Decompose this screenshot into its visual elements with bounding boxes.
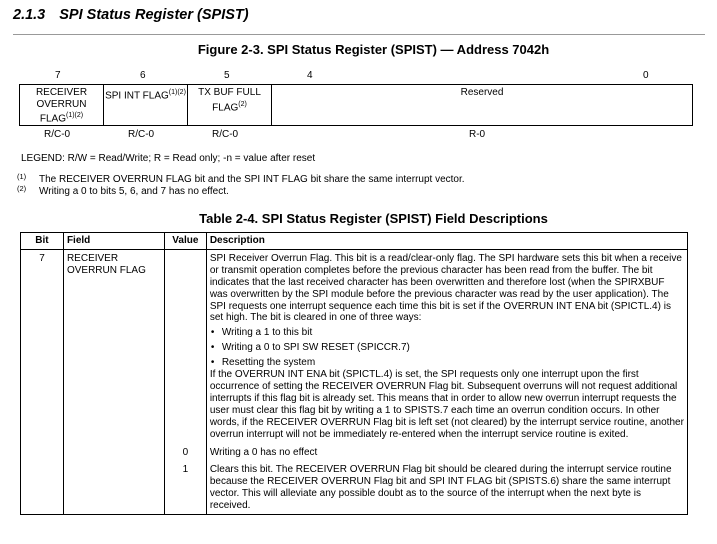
cell-empty: [63, 446, 164, 460]
access-receiver-overrun: R/C-0: [44, 129, 71, 140]
cell-value-description: Clears this bit. The RECEIVER OVERRUN Flag bit should be cleared during the interrupt service routine because the RECEIVER OVERRUN Flag bit and SPI INT FLAG bit (SPISTS.6) share the same interrupt vector. This will alleviate any possible doubt as to the source of the interrupt when the next byte is received.: [206, 459, 687, 514]
header-value: Value: [164, 233, 206, 250]
header-field: Field: [63, 233, 164, 250]
footnote-marker: (2): [17, 184, 27, 193]
field-name: RECEIVER OVERRUN FLAG: [35, 87, 88, 125]
cell-value-empty: [164, 249, 206, 445]
bit-number-0: 0: [643, 70, 649, 81]
cell-value: 0: [164, 446, 206, 460]
header-bit: Bit: [21, 233, 64, 250]
table-title: Table 2-4. SPI Status Register (SPIST) Field Descriptions: [199, 211, 548, 226]
access-spi-int: R/C-0: [128, 129, 155, 140]
register-field-reserved: [272, 85, 693, 126]
cell-empty: [21, 459, 64, 514]
register-diagram: [19, 84, 693, 126]
cell-empty: [21, 446, 64, 460]
section-title: SPI Status Register (SPIST): [59, 7, 249, 23]
bit-number-7: 7: [55, 70, 61, 81]
table-row: [21, 446, 688, 460]
table-row: [21, 249, 688, 445]
section-heading: [13, 7, 249, 23]
access-tx-buf-full: R/C-0: [212, 129, 239, 140]
field-description-table: [20, 232, 688, 515]
legend: LEGEND: R/W = Read/Write; R = Read only; -n = value after reset: [21, 153, 316, 164]
description-main: SPI Receiver Overrun Flag. This bit is a read/clear-only flag. The SPI hardware sets this bit when a receive or transmit operation completes before the previous character has been read from the buffer. The bit indicates that the last received character has been overwritten and therefore lost (when the SPIRXBUF was overwritten by the SPI module before the previous character was read by the user application). The SPI requests one interrupt sequence each time this bit is set if the OVERRUN INT ENA bit (SPICTL.4) is set high. The bit is cleared in one of three ways:: [209, 252, 682, 324]
bit-number-5: 5: [224, 70, 230, 81]
cell-description: [206, 249, 687, 445]
footnote-text: Writing a 0 to bits 5, 6, and 7 has no effect.: [39, 186, 229, 197]
bullet-item: • Writing a 1 to this bit: [210, 327, 684, 339]
section-number: 2.1.3: [13, 7, 46, 23]
register-field-tx-buf-full: [188, 85, 272, 126]
heading-divider: [13, 34, 705, 35]
cell-empty: [63, 459, 164, 514]
table-header-row: [21, 233, 688, 250]
footnote-marker: (1): [17, 172, 27, 181]
field-name: Reserved: [460, 87, 504, 98]
description-continued: If the OVERRUN INT ENA bit (SPICTL.4) is set, the SPI requests only one interrupt upon the first occurrence of setting the RECEIVER OVERRUN Flag bit. Subsequent overruns will not request additional interrupts if this flag bit is already set. This means that in order to allow new overrun interrupt requests the user must clear this flag bit by writing a 1 to SPISTS.7 each time an overrun condition occurs. In other words, if the RECEIVER OVERRUN Flag bit is left set (not cleared) by the interrupt service routine, another overrun interrupt will not be immediately re-entered when the interrupt service routine is exited.: [209, 369, 684, 440]
cell-field: RECEIVER OVERRUN FLAG: [63, 249, 164, 445]
bit-number-6: 6: [140, 70, 146, 81]
register-field-spi-int: [104, 85, 188, 126]
register-field-receiver-overrun: [20, 85, 104, 126]
table-row: [21, 459, 688, 514]
footnote-text: The RECEIVER OVERRUN FLAG bit and the SPI INT FLAG bit share the same interrupt vector.: [39, 174, 465, 185]
access-reserved: R-0: [469, 129, 486, 140]
bit-number-4: 4: [307, 70, 313, 81]
footnote-ref: (1)(2): [66, 112, 84, 119]
cell-bit: 7: [21, 249, 64, 445]
field-name: TX BUF FULL FLAG: [198, 87, 261, 113]
cell-value-description: Writing a 0 has no effect: [206, 446, 687, 460]
header-description: Description: [206, 233, 687, 250]
footnote-ref: (1)(2): [168, 89, 186, 96]
field-name: SPI INT FLAG: [105, 90, 169, 102]
footnote-ref: (2): [238, 100, 247, 108]
cell-value: 1: [164, 459, 206, 514]
bullet-item: • Writing a 0 to SPI SW RESET (SPICCR.7): [210, 342, 684, 354]
bullet-item: • Resetting the system: [210, 357, 684, 369]
figure-title: Figure 2-3. SPI Status Register (SPIST) — Address 7042h: [197, 42, 550, 57]
